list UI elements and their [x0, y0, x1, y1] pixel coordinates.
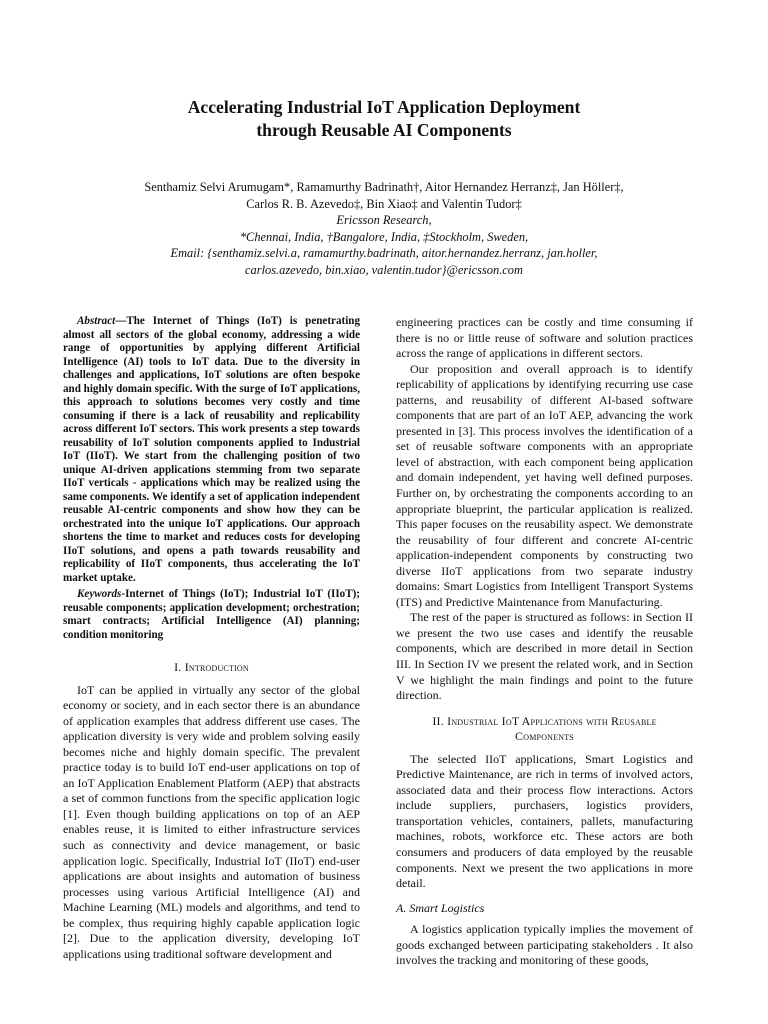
abstract-text: —The Internet of Things (IoT) is penetrating almost all sectors of the global economy, addressing a wide range of opportunities by applying different Artificial Intelligence (AI) tools to IoT data. Due to the diversity in challenges and applications, IoT solutions are often bespoke and highly domain specific. With the surge of IoT applications, this approach to solutions becomes very costly and time consuming if there is a lack of reusability and replicability across different IoT sectors. This work presents a step towards reusability of IoT solution components applied to Industrial IoT (IIoT). We start from the challenging position of two unique AI-driven applications stemming from two separate IIoT verticals - applications which may be realized using the same components. We identify a set of application independent reusable AI-centric components and show how they can be orchestrated into the unique IoT applications. Our approach shortens the time to market and reduces costs for developing IIoT solutions, and opens a path towards reusability and replicability of IIoT components, thus accelerating the IoT market uptake. [63, 315, 360, 584]
title-line-1: Accelerating Industrial IoT Application Deployment [187, 97, 581, 117]
subsection-heading-smart-logistics: A. Smart Logistics [396, 900, 485, 915]
body-paragraph-continued: engineering practices can be costly and time consuming if there is no or little reuse of software and solution practices across the range of applications in different sectors. [396, 315, 693, 361]
body-paragraph-proposition: Our proposition and overall approach is to identify replicability of applications by identifying recurring use case patterns, and reusability of different AI-based software components that are part of an IoT AEP, advancing the work presented in [3]. This process involves the identification of a set of reusable software components with an appropriate level of abstraction, with each component being application and domain independent, yet having well defined purposes. Further on, by orchestrating the components according to an appropriate blueprint, the particular application is realized. This paper focuses on the reusability aspect. We demonstrate the reusability of four different and concrete AI-centric application-independent components by constructing two diverse IIoT applications from two separate industry domains: Smart Logistics from Intelligent Transport Systems (ITS) and Predictive Maintenance from Manufacturing. [396, 361, 693, 609]
title-line-2: through Reusable AI Components [256, 120, 512, 140]
abstract-paragraph [63, 315, 360, 585]
intro-paragraph: IoT can be applied in virtually any sector of the global economy or society, and in each sector there is an abundance of application examples that address different use cases. The application diversity is very wide and problem solving easily becomes niche and highly domain specific. The prevalent practice today is to build IoT end-user applications on top of an IoT Application Enablement Platform (AEP) that abstracts a set of common functions from the specific application logic [1]. Even though building applications on top of an AEP enables reuse, it is limited to either infrastructure services such as connectivity and device management, or basic application logic. Specifically, Industrial IoT (IIoT) end-user applications are about insights and automation of business processes using various Artificial Intelligence (AI) and Machine Learning (ML) models and algorithms, and tend to be complex, thus requiring highly capable application logic [2]. Due to the application diversity, developing IoT applications using traditional software development and [63, 682, 360, 961]
section-heading-line-2: Components [515, 729, 574, 744]
section-heading-iiot-applications [396, 714, 693, 745]
authors-line-2: Carlos R. B. Azevedo‡, Bin Xiao‡ and Valentin Tudor‡ [246, 196, 522, 211]
left-column [63, 315, 360, 962]
section-heading-introduction: I. Introduction [174, 660, 249, 674]
smart-logistics-paragraph: A logistics application typically implies the movement of goods exchanged between participating stakeholders . It also involves the tracking and monitoring of these goods, [396, 922, 693, 968]
authors-line-1: Senthamiz Selvi Arumugam*, Ramamurthy Badrinath†, Aitor Hernandez Herranz‡, Jan Höller‡, [144, 180, 624, 194]
affiliation-line-1: Ericsson Research, [336, 213, 432, 227]
email-line-2: carlos.azevedo, bin.xiao, valentin.tudor}@ericsson.com [245, 262, 523, 277]
email-line-1: Email: {senthamiz.selvi.a, ramamurthy.badrinath, aitor.hernandez.herranz, jan.holler, [170, 246, 598, 260]
right-column [396, 315, 693, 969]
paper-title [0, 96, 768, 142]
section-heading-line-1: II. Industrial IoT Applications with Reusable [432, 713, 657, 728]
author-block [0, 179, 768, 278]
section2-paragraph: The selected IIoT applications, Smart Logistics and Predictive Maintenance, are rich in terms of involved actors, associated data and their process flow interactions. Actors include suppliers, purchasers, logistics providers, transportation vehicles, containers, pallets, manufacturing machines, robots, workforce etc. These actors are both consumers and producers of data employed by the reusable components. Next we present the two applications in more detail. [396, 751, 693, 891]
affiliation-line-2: *Chennai, India, †Bangalore, India, ‡Stockholm, Sweden, [239, 229, 529, 244]
keywords-text: -Internet of Things (IoT); Industrial IoT (IIoT); reusable components; application development; orchestration; smart contracts; Artificial Intelligence (AI) planning; condition monitoring [63, 588, 360, 641]
keywords-paragraph [63, 588, 360, 642]
abstract-lead: Abstract [77, 315, 116, 327]
body-paragraph-structure: The rest of the paper is structured as follows: in Section II we present the two use cases and identify the reusable components, which are described in more detail in Section III. In Section IV we present the related work, and in Section V we highlight the main findings and point to the future direction. [396, 610, 693, 703]
keywords-lead: Keywords [77, 588, 122, 600]
